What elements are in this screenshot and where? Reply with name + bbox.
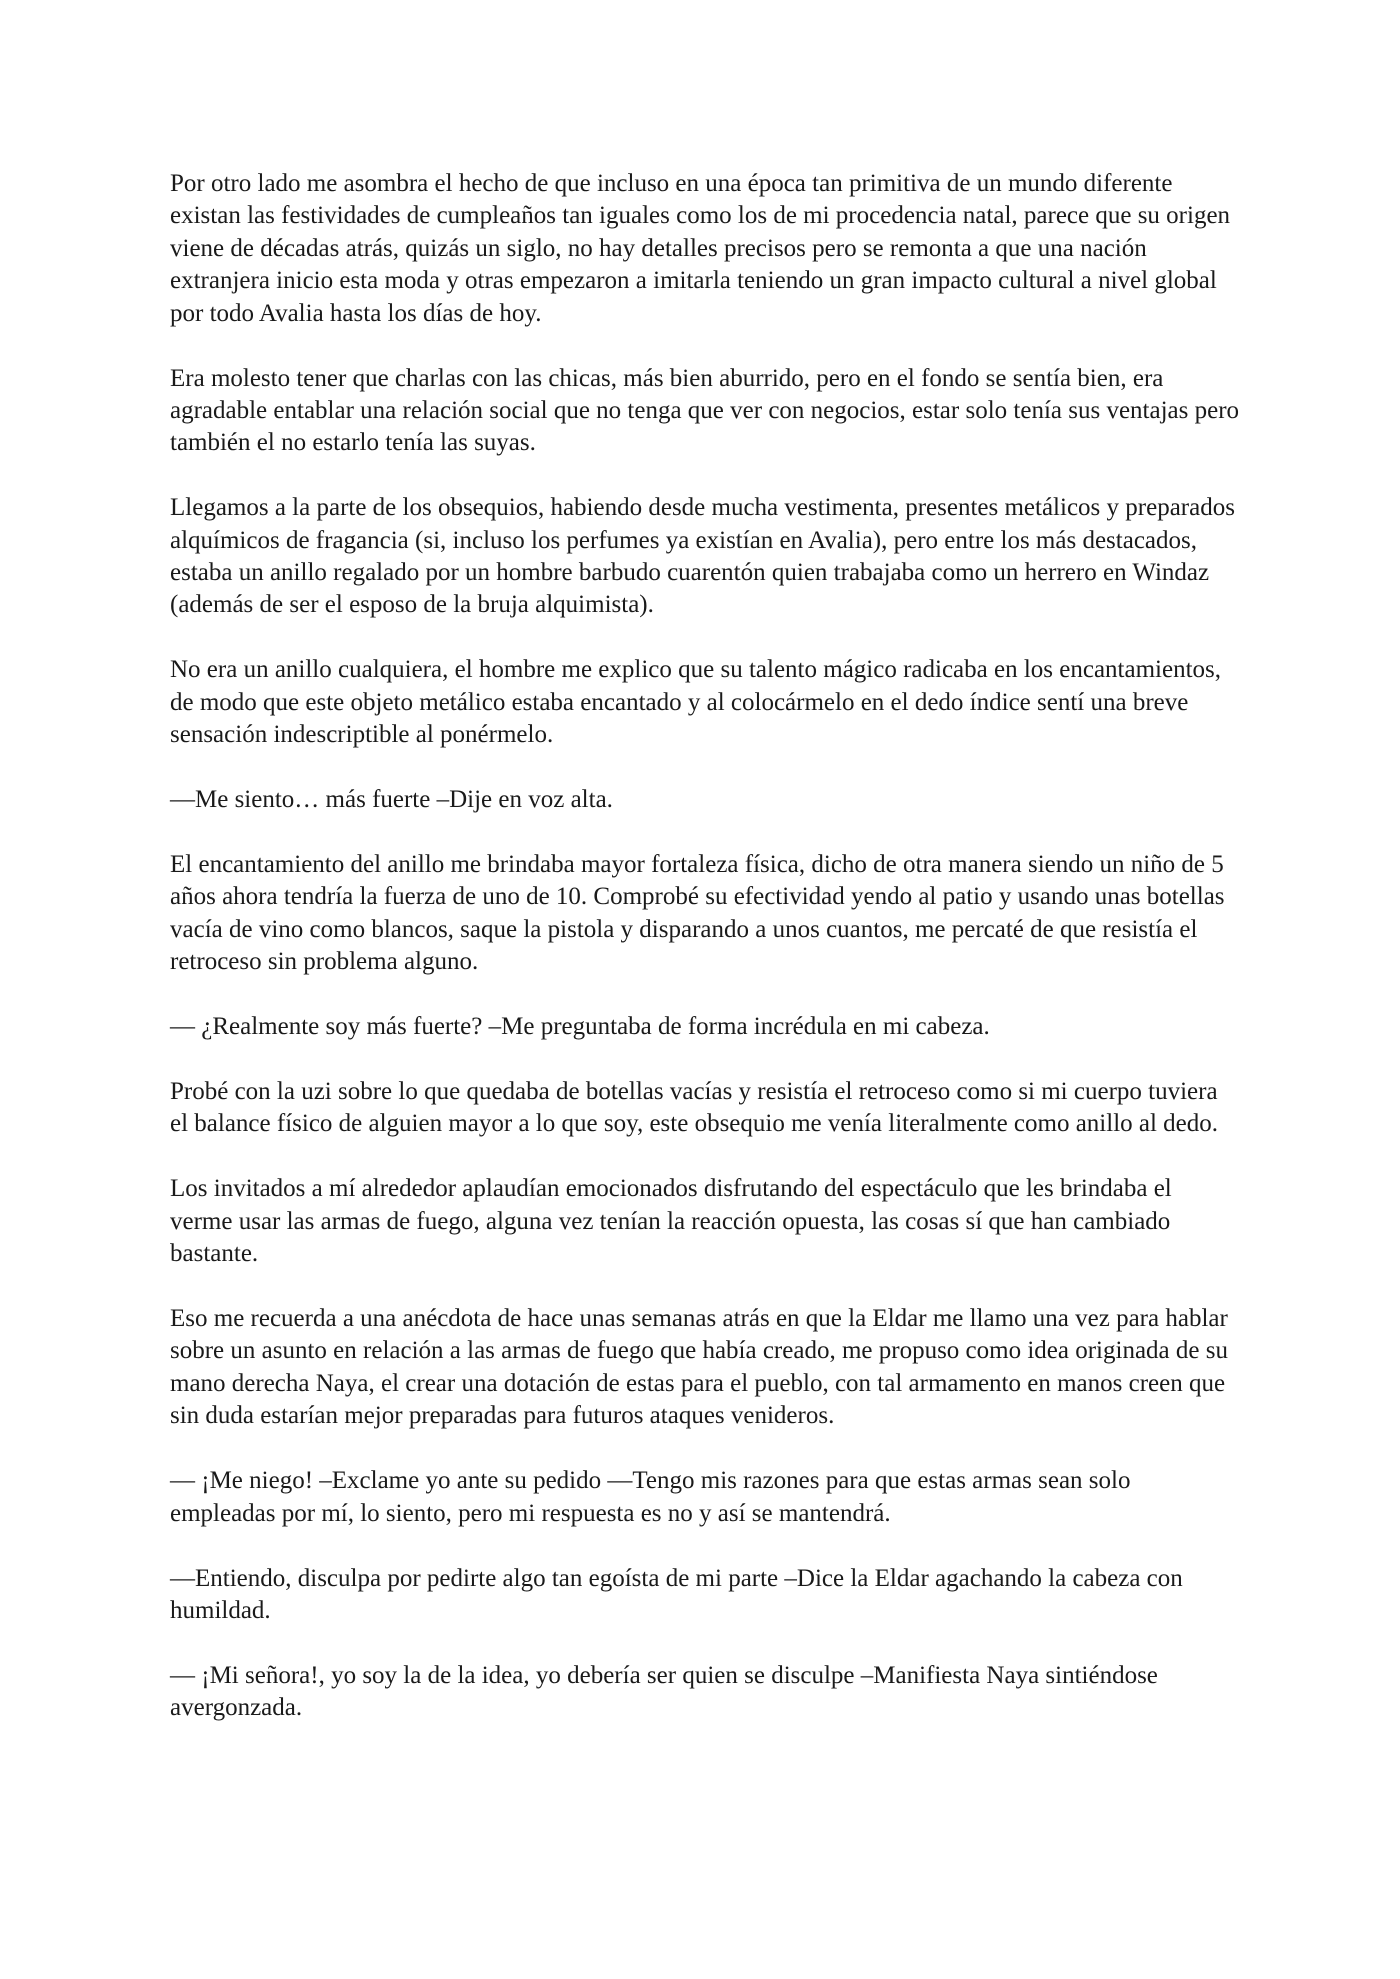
paragraph: Por otro lado me asombra el hecho de que incluso en una época tan primitiva de un mundo diferente existan las festividades de cumpleaños tan iguales como los de mi procedencia natal, parece que su origen viene de décadas atrás, quizás un siglo, no hay detalles precisos pero se remonta a que una nación extranjera inicio esta moda y otras empezaron a imitarla teniendo un gran impacto cultural a nivel global por todo Avalia hasta los días de hoy. — [170, 170, 1231, 327]
dialogue-line: —Me siento… más fuerte –Dije en voz alta. — [170, 786, 613, 814]
paragraph: Era molesto tener que charlas con las chicas, más bien aburrido, pero en el fondo se sentía bien, era agradable entablar una relación social que no tenga que ver con negocios, estar solo tenía sus ventajas pero también el no estarlo tenía las suyas. — [170, 364, 1240, 457]
paragraph: No era un anillo cualquiera, el hombre me explico que su talento mágico radicaba en los encantamientos, de modo que este objeto metálico estaba encantado y al colocármelo en el dedo índice sentí una breve sensación indescriptible al ponérmelo. — [170, 656, 1222, 749]
paragraph: Eso me recuerda a una anécdota de hace unas semanas atrás en que la Eldar me llamo una vez para hablar sobre un asunto en relación a las armas de fuego que había creado, me propuso como idea originada de su mano derecha Naya, el crear una dotación de estas para el pueblo, con tal armamento en manos creen que sin duda estarían mejor preparadas para futuros ataques venideros. — [170, 1305, 1228, 1430]
dialogue-line: — ¡Me niego! –Exclame yo ante su pedido —Tengo mis razones para que estas armas sean solo empleadas por mí, lo siento, pero mi respuesta es no y así se mantendrá. — [170, 1467, 1131, 1527]
dialogue-line: — ¡Mi señora!, yo soy la de la idea, yo debería ser quien se disculpe –Manifiesta Naya sintiéndose avergonzada. — [170, 1661, 1158, 1722]
dialogue-line: —Entiendo, disculpa por pedirte algo tan egoísta de mi parte –Dice la Eldar agachando la cabeza con humildad. — [170, 1564, 1183, 1624]
paragraph: Los invitados a mí alrededor aplaudían emocionados disfrutando del espectáculo que les brindaba el verme usar las armas de fuego, alguna vez tenían la reacción opuesta, las cosas sí que han cambiado bastante. — [170, 1175, 1172, 1268]
dialogue-line: — ¿Realmente soy más fuerte? –Me preguntaba de forma incrédula en mi cabeza. — [170, 1013, 990, 1041]
document-body — [170, 168, 1240, 1725]
paragraph: Probé con la uzi sobre lo que quedaba de botellas vacías y resistía el retroceso como si mi cuerpo tuviera el balance físico de alguien mayor a lo que soy, este obsequio me venía literalmente como anillo al dedo. — [170, 1078, 1219, 1138]
paragraph: Llegamos a la parte de los obsequios, habiendo desde mucha vestimenta, presentes metálicos y preparados alquímicos de fragancia (si, incluso los perfumes ya existían en Avalia), pero entre los más destacados, estaba un anillo regalado por un hombre barbudo cuarentón quien trabajaba como un herrero en Windaz (además de ser el esposo de la bruja alquimista). — [170, 494, 1235, 619]
paragraph: El encantamiento del anillo me brindaba mayor fortaleza física, dicho de otra manera siendo un niño de 5 años ahora tendría la fuerza de uno de 10. Comprobé su efectividad yendo al patio y usando unas botellas vacía de vino como blancos, saque la pistola y disparando a unos cuantos, me percaté de que resistía el retroceso sin problema alguno. — [170, 851, 1225, 976]
